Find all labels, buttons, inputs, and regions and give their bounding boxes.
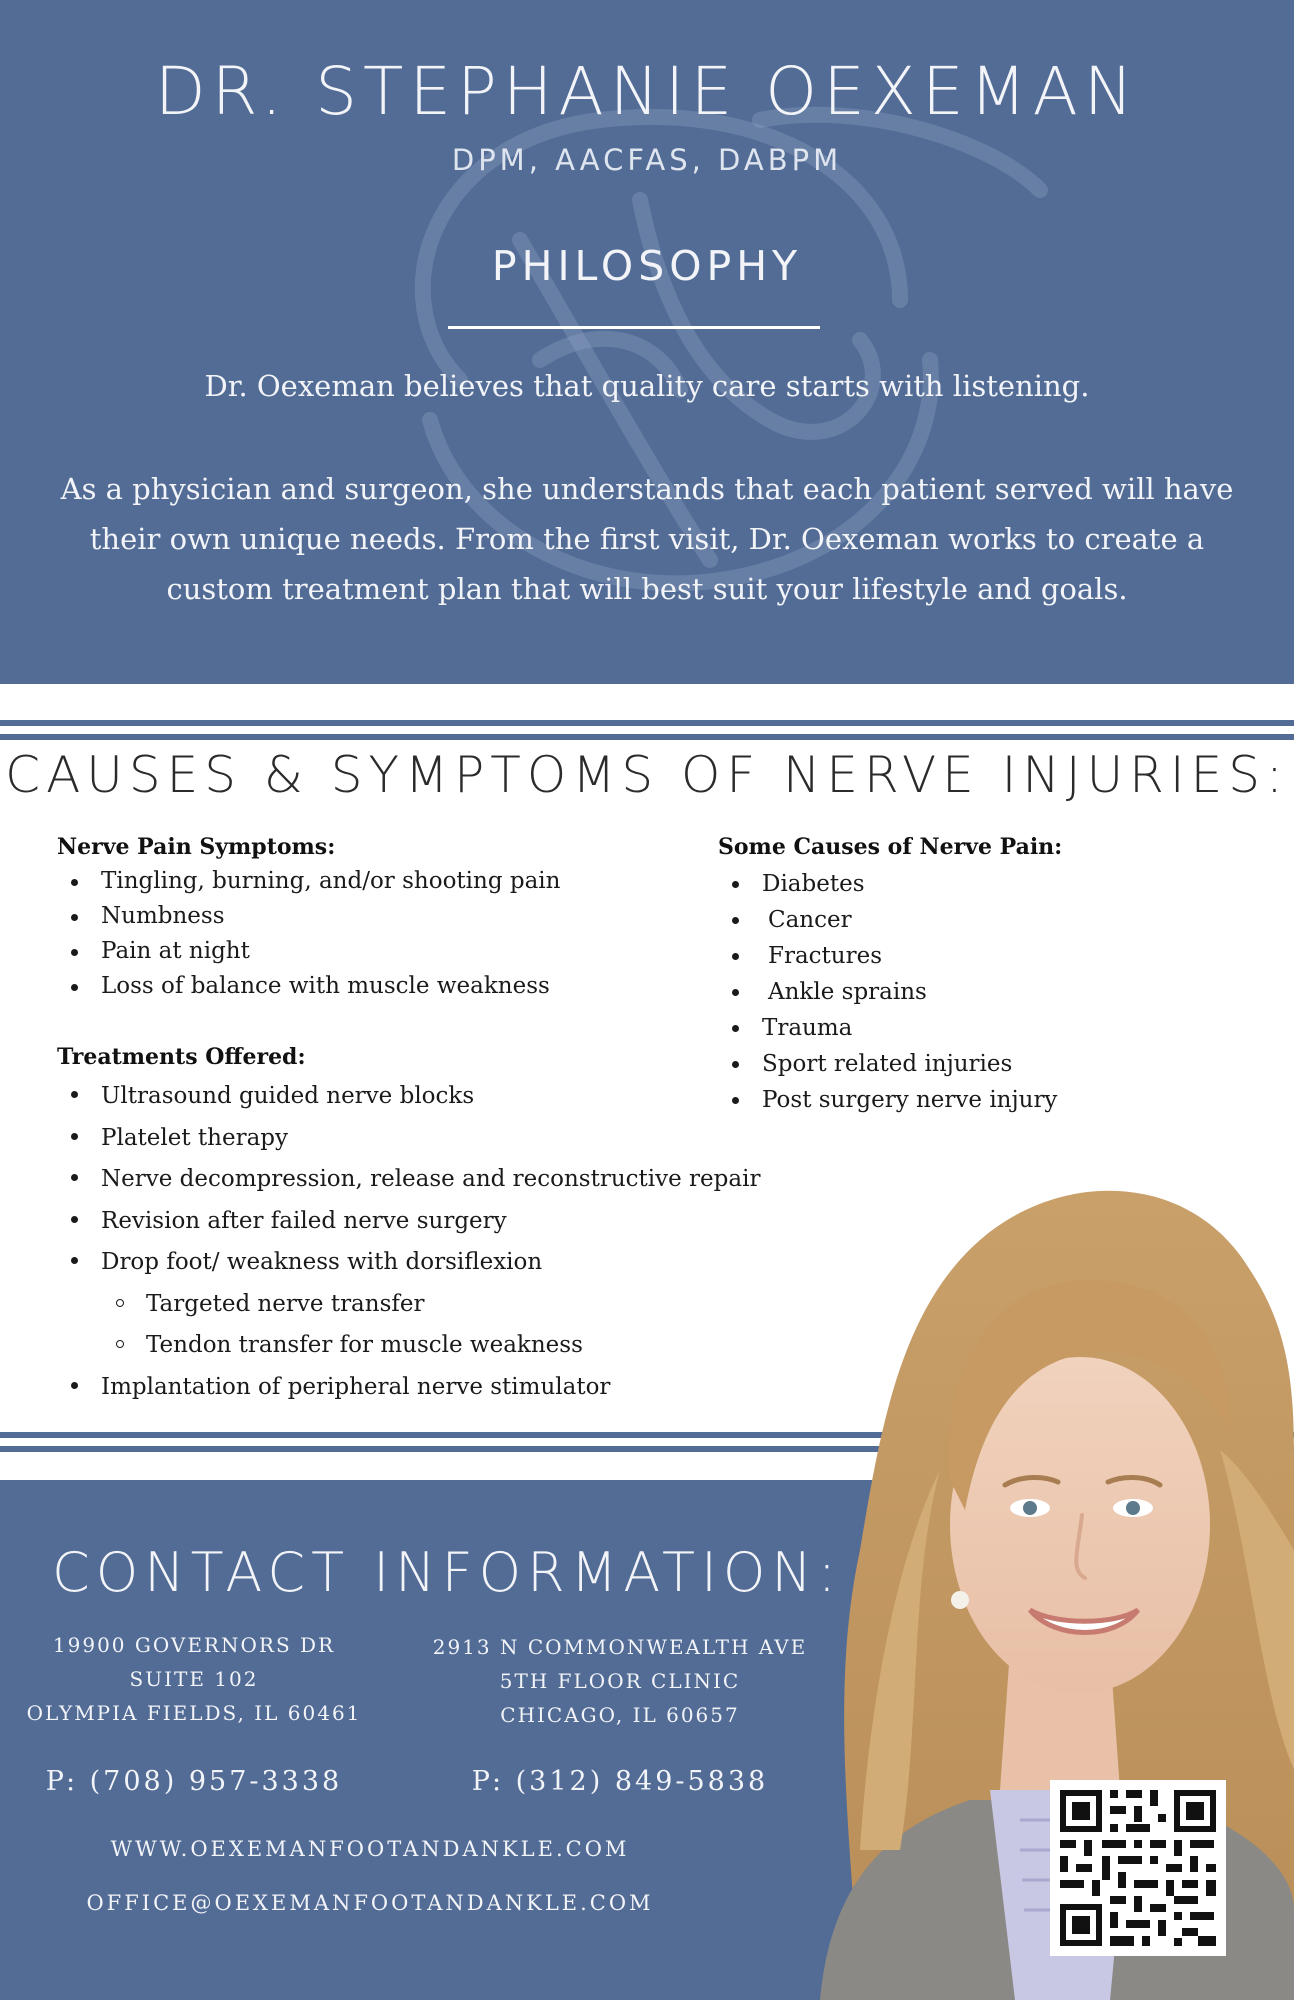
list-item: Fractures [718, 938, 1057, 974]
heading-divider [448, 326, 820, 329]
list-item: Numbness [57, 899, 560, 934]
list-item: Implantation of peripheral nerve stimulator [57, 1367, 760, 1409]
address-line: 19900 GOVERNORS DR [52, 1633, 336, 1657]
list-item: Tingling, burning, and/or shooting pain [57, 864, 560, 899]
treatments-list [57, 1076, 760, 1408]
qr-code[interactable] [1050, 1780, 1226, 1956]
divider-stripe [0, 734, 1294, 740]
sub-list-item: Targeted nerve transfer [57, 1284, 760, 1326]
list-item: Revision after failed nerve surgery [57, 1201, 760, 1243]
list-item: Pain at night [57, 934, 560, 969]
website-link[interactable]: WWW.OEXEMANFOOTANDANKLE.COM [110, 1837, 630, 1861]
causes-heading: CAUSES & SYMPTOMS OF NERVE INJURIES: [5, 746, 1289, 804]
address-line: 2913 N COMMONWEALTH AVE [432, 1635, 808, 1659]
list-item: Loss of balance with muscle weakness [57, 969, 560, 1004]
philosophy-body: As a physician and surgeon, she understands that each patient served will have their own unique needs. From the first visit, Dr. Oexeman works to create a custom treatment plan that will best suit your lifestyle and goals. [60, 472, 1234, 606]
symptoms-heading: Nerve Pain Symptoms: [57, 834, 336, 860]
office-address-1 [24, 1628, 364, 1730]
list-item: Nerve decompression, release and reconstructive repair [57, 1159, 760, 1201]
phone-office-2[interactable]: P: (312) 849-5838 [471, 1766, 769, 1797]
list-item: Post surgery nerve injury [718, 1082, 1057, 1118]
email-link[interactable]: OFFICE@OEXEMANFOOTANDANKLE.COM [86, 1891, 654, 1915]
philosophy-section [0, 0, 1294, 684]
causes-list [718, 866, 1057, 1118]
address-line: 5TH FLOOR CLINIC [499, 1669, 741, 1693]
office-address-2 [420, 1630, 820, 1732]
philosophy-heading: PHILOSOPHY [491, 242, 803, 290]
list-item: Cancer [718, 902, 1057, 938]
contact-heading: CONTACT INFORMATION: [52, 1541, 842, 1604]
list-item: Ankle sprains [718, 974, 1057, 1010]
list-item: Platelet therapy [57, 1118, 760, 1160]
doctor-name: DR. STEPHANIE OEXEMAN [154, 53, 1140, 130]
philosophy-intro: Dr. Oexeman believes that quality care starts with listening. [204, 369, 1090, 403]
address-line: OLYMPIA FIELDS, IL 60461 [26, 1701, 362, 1725]
divider-stripe [0, 720, 1294, 726]
list-item: Trauma [718, 1010, 1057, 1046]
phone-office-1[interactable]: P: (708) 957-3338 [45, 1766, 343, 1797]
address-line: CHICAGO, IL 60657 [500, 1703, 740, 1727]
list-item: Diabetes [718, 866, 1057, 902]
address-line: SUITE 102 [129, 1667, 259, 1691]
causes-list-heading: Some Causes of Nerve Pain: [718, 834, 1063, 860]
doctor-credentials: DPM, AACFAS, DABPM [451, 143, 843, 177]
symptoms-list [57, 864, 560, 1004]
sub-list-item: Tendon transfer for muscle weakness [57, 1325, 760, 1367]
list-item: Sport related injuries [718, 1046, 1057, 1082]
treatments-heading: Treatments Offered: [57, 1044, 306, 1070]
list-item: Drop foot/ weakness with dorsiflexion [57, 1242, 760, 1284]
list-item: Ultrasound guided nerve blocks [57, 1076, 760, 1118]
